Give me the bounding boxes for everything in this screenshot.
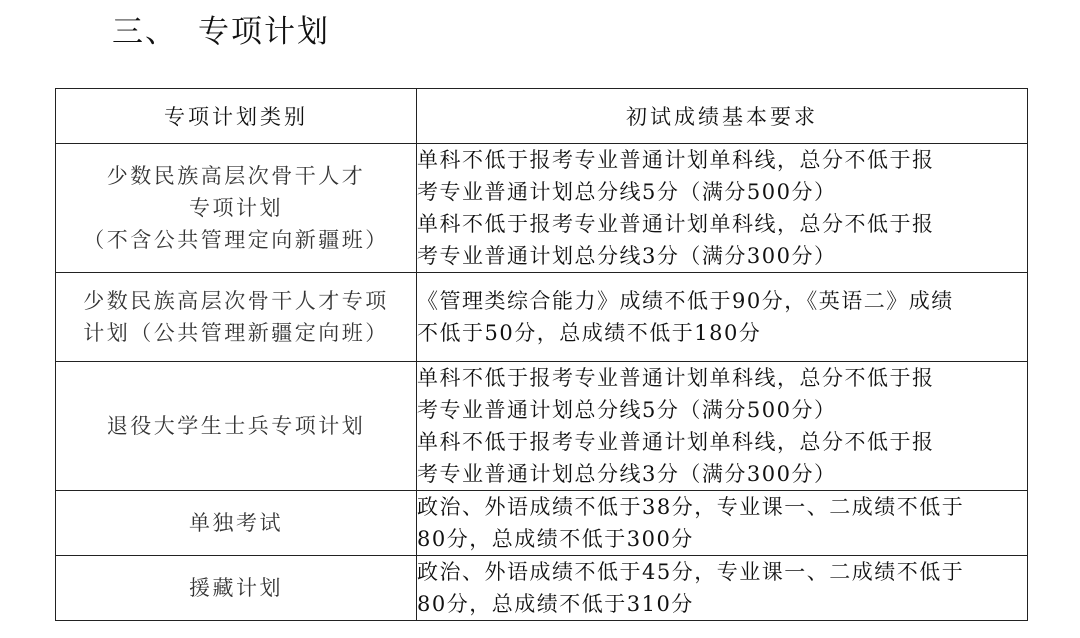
table-row	[56, 144, 1028, 273]
requirement-line: 80分，总成绩不低于300分	[417, 527, 694, 551]
table-row	[56, 273, 1028, 362]
requirement-line: 单科不低于报考专业普通计划单科线，总分不低于报	[417, 212, 935, 236]
section-title: 专项计划	[198, 14, 330, 50]
requirement-cell	[417, 362, 1028, 491]
requirement-line: 考专业普通计划总分线5分（满分500分）	[417, 398, 837, 422]
table-header-row	[56, 89, 1028, 144]
section-heading	[112, 10, 330, 54]
requirement-line: 80分，总成绩不低于310分	[417, 592, 694, 616]
category-cell: 少数民族高层次骨干人才专项 计划（公共管理新疆定向班）	[56, 273, 417, 362]
table-row	[56, 362, 1028, 491]
requirement-line: 单科不低于报考专业普通计划单科线，总分不低于报	[417, 148, 935, 172]
requirement-cell	[417, 491, 1028, 556]
category-cell: 援藏计划	[56, 556, 417, 621]
requirement-line: 不低于50分，总成绩不低于180分	[417, 321, 762, 345]
requirement-line: 考专业普通计划总分线5分（满分500分）	[417, 180, 837, 204]
category-cell: 退役大学生士兵专项计划	[56, 362, 417, 491]
section-number: 三、	[112, 14, 178, 50]
category-cell: 少数民族高层次骨干人才 专项计划 （不含公共管理定向新疆班）	[56, 144, 417, 273]
special-plan-table	[55, 88, 1028, 621]
requirement-line: 政治、外语成绩不低于45分，专业课一、二成绩不低于	[417, 560, 965, 584]
requirement-line: 考专业普通计划总分线3分（满分300分）	[417, 244, 837, 268]
requirement-cell	[417, 273, 1028, 362]
requirement-cell	[417, 144, 1028, 273]
column-header-category: 专项计划类别	[56, 89, 417, 144]
table-row	[56, 491, 1028, 556]
table-row	[56, 556, 1028, 621]
requirement-line: 单科不低于报考专业普通计划单科线，总分不低于报	[417, 366, 935, 390]
column-header-requirement: 初试成绩基本要求	[417, 89, 1028, 144]
requirement-line: 考专业普通计划总分线3分（满分300分）	[417, 462, 837, 486]
category-cell: 单独考试	[56, 491, 417, 556]
requirement-line: 《管理类综合能力》成绩不低于90分，《英语二》成绩	[417, 289, 954, 313]
requirement-cell	[417, 556, 1028, 621]
requirement-line: 政治、外语成绩不低于38分，专业课一、二成绩不低于	[417, 495, 965, 519]
requirement-line: 单科不低于报考专业普通计划单科线，总分不低于报	[417, 430, 935, 454]
